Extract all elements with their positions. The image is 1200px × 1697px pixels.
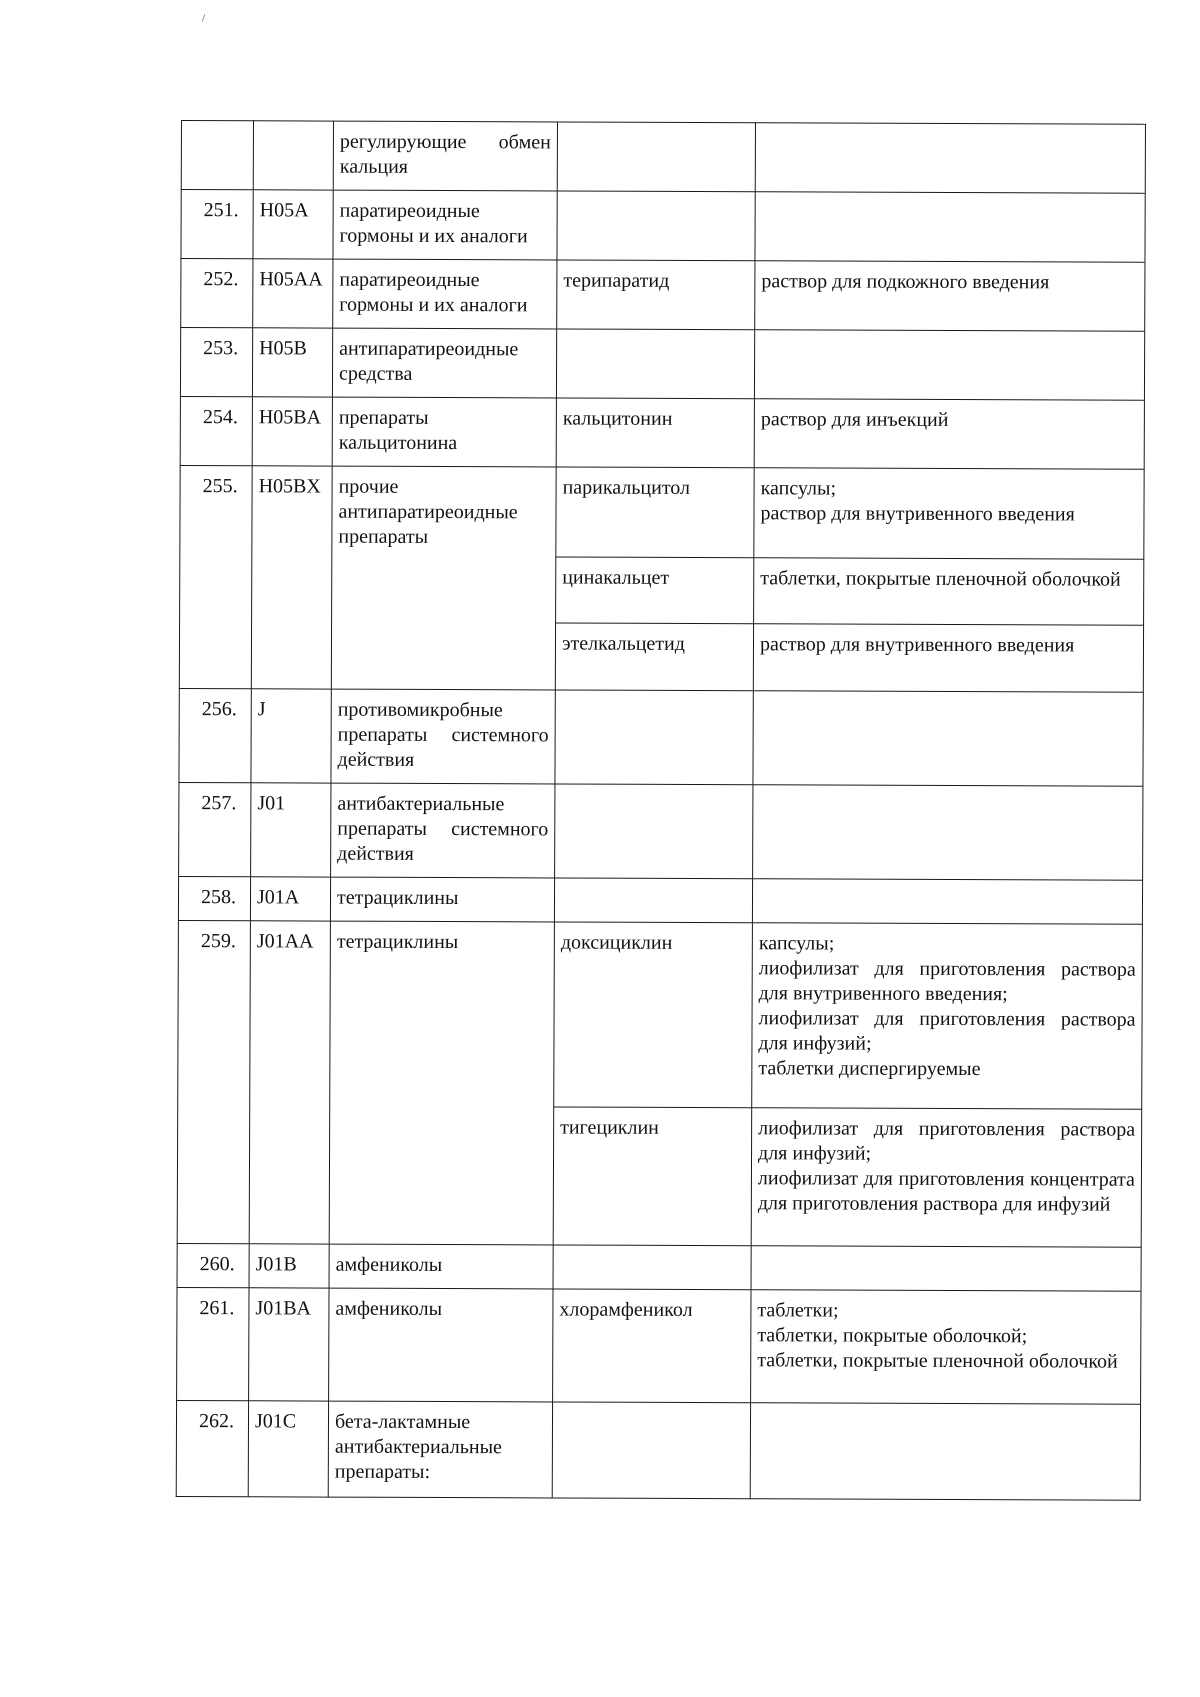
atc-code-cell: H05A bbox=[253, 190, 333, 259]
dosage-form-line: лиофилизат для приготовления раствора для внутривенного введения; bbox=[758, 957, 1136, 1006]
table-row bbox=[178, 920, 1143, 1109]
atc-code-cell bbox=[253, 121, 333, 190]
drug-name-cell bbox=[557, 191, 755, 261]
group-description-cell: амфениколы bbox=[329, 1244, 553, 1289]
atc-code-cell: H05BX bbox=[251, 466, 332, 689]
dosage-form-line: лиофилизат для приготовления концентрата для приготовления раствора для инфузий bbox=[757, 1167, 1135, 1216]
atc-code-cell: J01B bbox=[249, 1244, 329, 1288]
atc-code-cell: J01BA bbox=[249, 1288, 329, 1401]
group-description-cell: тетрациклины bbox=[329, 921, 554, 1245]
atc-code-cell: H05B bbox=[252, 328, 332, 397]
atc-code-cell: J01AA bbox=[249, 921, 330, 1244]
dosage-form-line: капсулы; bbox=[760, 477, 837, 500]
drug-name-cell: терипаратид bbox=[557, 260, 755, 330]
dosage-form-cell bbox=[753, 624, 1143, 692]
atc-code-cell: J01C bbox=[248, 1401, 328, 1497]
group-description-cell: бета-лактамные антибактериальные препараты: bbox=[328, 1401, 552, 1498]
drug-name-cell bbox=[557, 122, 755, 192]
dosage-form-cell bbox=[754, 399, 1144, 469]
dosage-form-cell bbox=[752, 879, 1142, 924]
drug-name-cell bbox=[555, 784, 753, 879]
dosage-form-line: капсулы; bbox=[758, 932, 835, 955]
drug-name-cell: этелкальцетид bbox=[555, 623, 753, 691]
table-row bbox=[179, 782, 1143, 880]
dosage-form-line: таблетки, покрытые пленочной оболочкой bbox=[760, 567, 1121, 591]
row-number-cell: 262. bbox=[176, 1400, 248, 1496]
row-number-cell: 254. bbox=[180, 396, 252, 465]
drug-name-cell bbox=[552, 1402, 750, 1499]
drug-name-cell: тигециклин bbox=[553, 1107, 752, 1246]
row-number-cell: 251. bbox=[181, 190, 253, 259]
drug-classification-table bbox=[176, 120, 1146, 1501]
group-description-cell: регулирующие обмен кальция bbox=[333, 121, 557, 191]
table-row bbox=[181, 121, 1145, 194]
group-description-cell: препараты кальцитонина bbox=[332, 397, 556, 467]
drug-name-cell: цинакальцет bbox=[556, 557, 754, 624]
atc-code-cell: H05AA bbox=[253, 259, 333, 328]
dosage-form-cell bbox=[750, 1403, 1140, 1500]
dosage-form-line: таблетки диспергируемые bbox=[758, 1057, 981, 1081]
drug-name-cell: парикальцитол bbox=[556, 467, 754, 558]
atc-code-cell: J01A bbox=[250, 877, 330, 921]
drug-name-cell: хлорамфеникол bbox=[553, 1289, 751, 1403]
dosage-form-line: таблетки, покрытые оболочкой; bbox=[757, 1324, 1028, 1348]
table-row bbox=[179, 688, 1143, 786]
dosage-form-cell bbox=[752, 923, 1143, 1109]
dosage-form-cell bbox=[753, 785, 1143, 880]
dosage-form-line: лиофилизат для приготовления раствора для инфузий; bbox=[757, 1117, 1136, 1165]
table-row bbox=[180, 465, 1144, 559]
drug-name-cell bbox=[553, 1245, 751, 1290]
dosage-form-line: раствор для подкожного введения bbox=[761, 270, 1050, 294]
dosage-form-cell bbox=[755, 192, 1145, 262]
drug-table-wrapper bbox=[176, 120, 1145, 1501]
table-row bbox=[181, 259, 1145, 332]
dosage-form-line: таблетки, покрытые пленочной оболочкой bbox=[757, 1349, 1118, 1373]
dosage-form-cell bbox=[751, 1246, 1141, 1291]
dosage-form-cell bbox=[755, 123, 1145, 193]
dosage-form-cell bbox=[753, 691, 1143, 786]
row-number-cell: 257. bbox=[179, 782, 251, 876]
drug-name-cell: кальцитонин bbox=[556, 398, 754, 468]
dosage-form-cell bbox=[754, 330, 1144, 400]
drug-name-cell bbox=[556, 329, 754, 399]
row-number-cell: 253. bbox=[180, 328, 252, 397]
table-row bbox=[180, 328, 1144, 401]
dosage-form-line: лиофилизат для приготовления раствора для инфузий; bbox=[758, 1007, 1136, 1055]
group-description-cell: противомикробные препараты системного действия bbox=[331, 689, 555, 784]
row-number-cell: 255. bbox=[179, 465, 252, 688]
table-row bbox=[180, 396, 1144, 469]
table-row bbox=[181, 190, 1145, 263]
dosage-form-cell bbox=[751, 1290, 1141, 1404]
atc-code-cell: H05BA bbox=[252, 397, 332, 466]
dosage-form-cell bbox=[751, 1108, 1142, 1247]
scan-speck bbox=[202, 14, 206, 22]
row-number-cell bbox=[181, 121, 253, 190]
group-description-cell: паратиреоидные гормоны и их аналоги bbox=[333, 190, 557, 260]
dosage-form-line: раствор для внутривенного введения bbox=[760, 502, 1075, 526]
group-description-cell: прочие антипаратиреоидные препараты bbox=[331, 466, 556, 690]
drug-name-cell bbox=[555, 690, 753, 785]
row-number-cell: 256. bbox=[179, 688, 251, 782]
dosage-form-cell bbox=[754, 468, 1144, 559]
group-description-cell: амфениколы bbox=[329, 1288, 553, 1402]
drug-name-cell bbox=[554, 878, 752, 923]
table-row bbox=[176, 1400, 1140, 1500]
row-number-cell: 259. bbox=[177, 920, 250, 1243]
row-number-cell: 252. bbox=[181, 259, 253, 328]
group-description-cell: паратиреоидные гормоны и их аналоги bbox=[333, 259, 557, 329]
dosage-form-line: раствор для внутривенного введения bbox=[759, 633, 1075, 657]
dosage-form-line: таблетки; bbox=[757, 1299, 839, 1322]
group-description-cell: тетрациклины bbox=[330, 877, 554, 922]
row-number-cell: 258. bbox=[178, 876, 250, 920]
table-row bbox=[177, 1243, 1141, 1291]
table-row bbox=[177, 1287, 1141, 1404]
dosage-form-cell bbox=[755, 261, 1145, 331]
row-number-cell: 260. bbox=[177, 1243, 249, 1287]
drug-name-cell: доксициклин bbox=[554, 922, 753, 1108]
row-number-cell: 261. bbox=[177, 1287, 249, 1400]
group-description-cell: антибактериальные препараты системного действия bbox=[331, 783, 555, 878]
atc-code-cell: J01 bbox=[251, 783, 331, 877]
group-description-cell: антипаратиреоидные средства bbox=[332, 328, 556, 398]
atc-code-cell: J bbox=[251, 689, 331, 783]
table-body bbox=[176, 121, 1145, 1501]
dosage-form-cell bbox=[754, 558, 1144, 625]
dosage-form-line: раствор для инъекций bbox=[760, 408, 949, 431]
table-row bbox=[178, 876, 1142, 924]
